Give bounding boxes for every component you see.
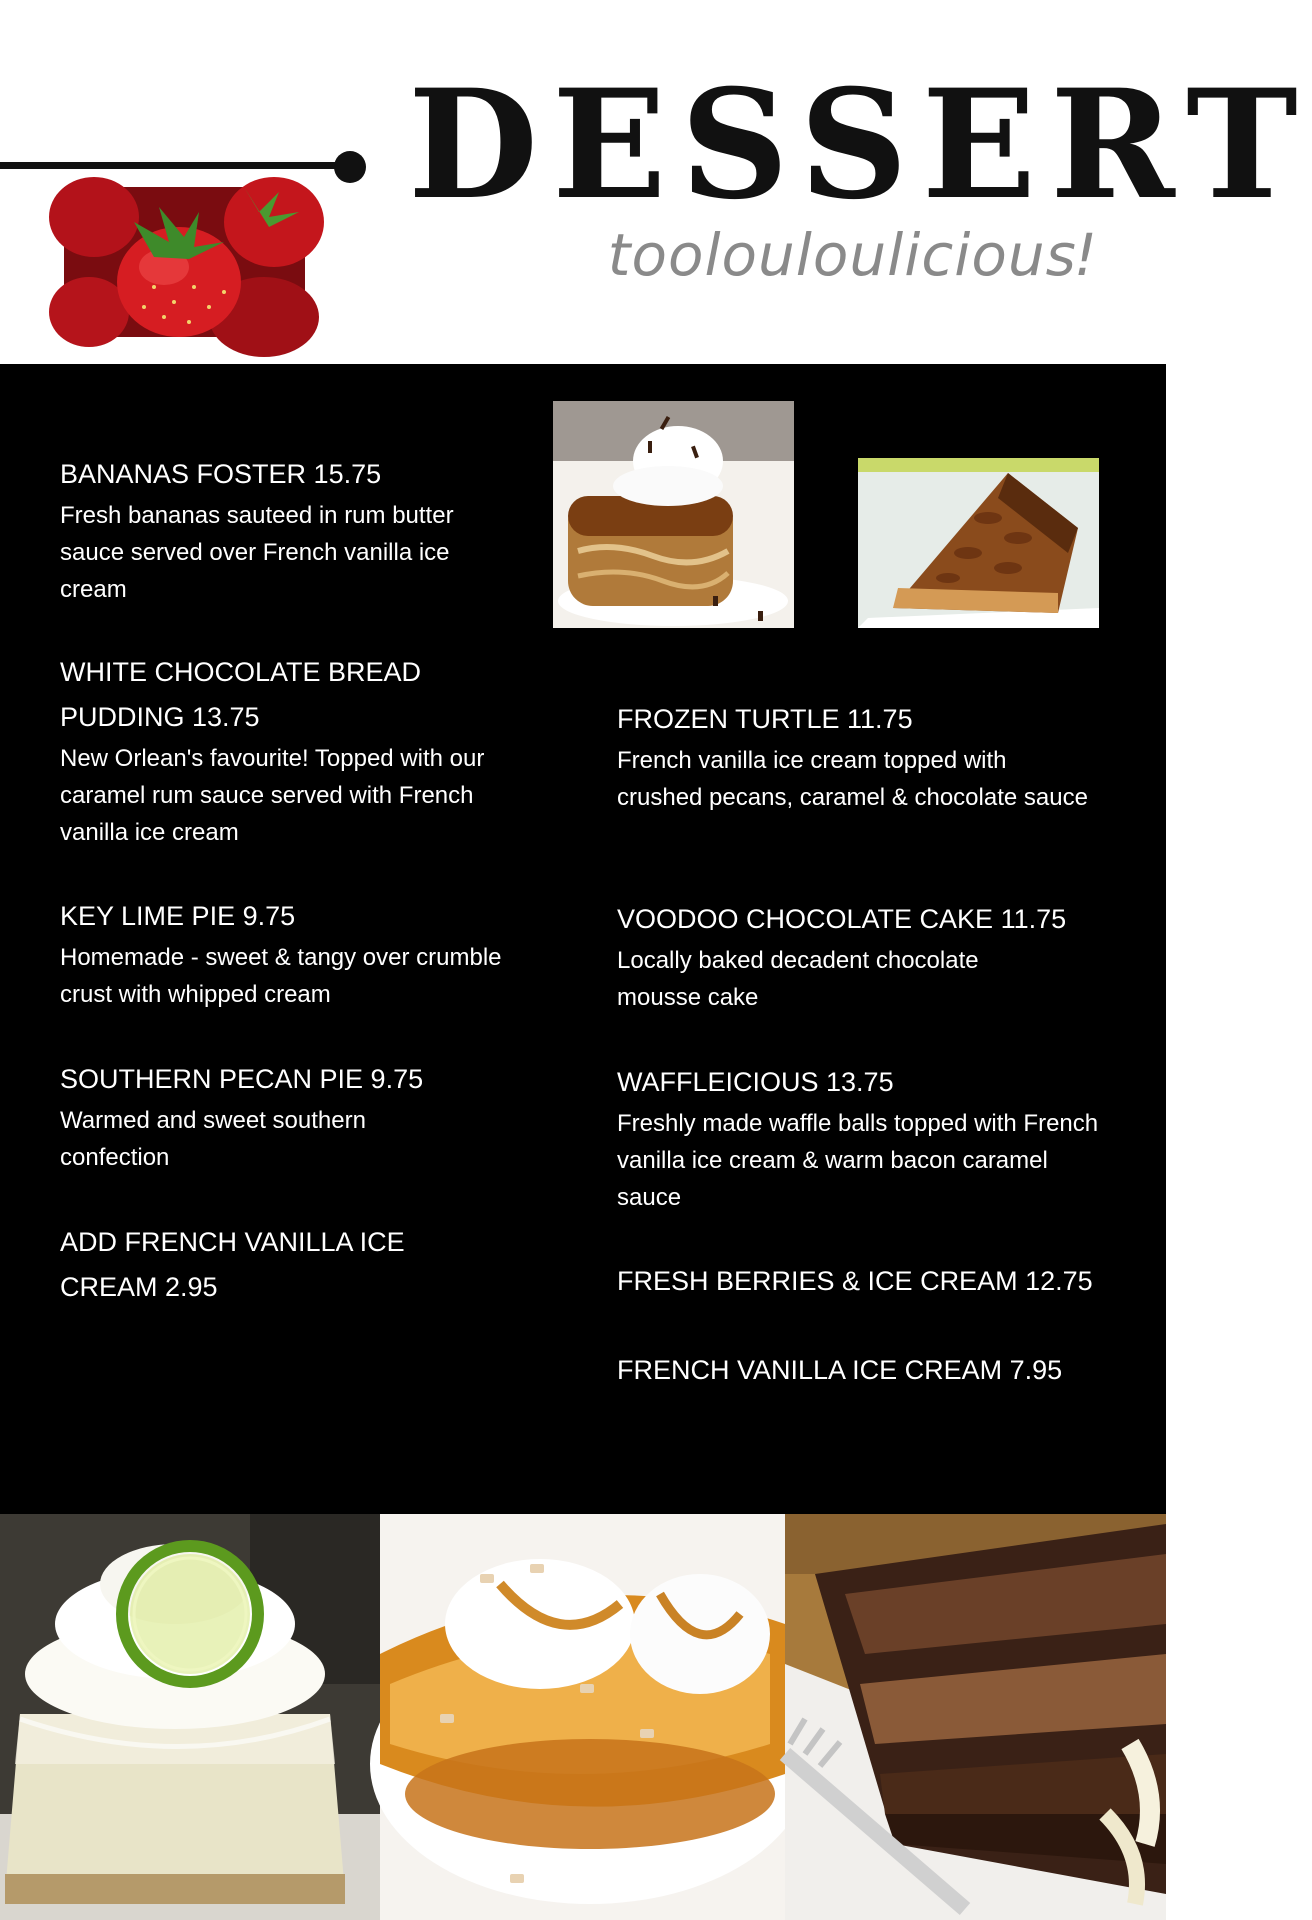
menu-item-description: Homemade - sweet & tangy over crumble crust with whipped cream <box>60 944 502 1008</box>
menu-item <box>60 1220 460 1310</box>
menu-item-name: VOODOO CHOCOLATE CAKE 11.75 <box>617 904 1067 934</box>
menu-item-description: Locally baked decadent chocolate mousse cake <box>617 947 979 1011</box>
menu-item-description: Warmed and sweet southern confection <box>60 1107 366 1171</box>
menu-item-description: New Orlean's favourite! Topped with our caramel rum sauce served with French vanilla ice cream <box>60 745 485 846</box>
menu-item-name: FRESH BERRIES & ICE CREAM 12.75 <box>617 1266 1093 1296</box>
decorative-rule-dot <box>334 151 366 183</box>
tagline: tooloulouliciousǃ <box>607 221 1095 289</box>
menu-item <box>617 1348 1117 1393</box>
strawberries-photo <box>64 187 305 337</box>
menu-item-description: Freshly made waffle balls topped with French vanilla ice cream & warm bacon caramel sauce <box>617 1110 1099 1211</box>
menu-item <box>60 894 515 1013</box>
menu-panel <box>0 364 1166 1514</box>
menu-item <box>617 1060 1117 1216</box>
menu-item <box>60 1057 515 1176</box>
menu-item <box>60 452 515 608</box>
menu-item-name: WHITE CHOCOLATE BREAD PUDDING 13.75 <box>60 657 422 732</box>
bread-pudding-photo <box>553 401 794 628</box>
menu-item-name: ADD FRENCH VANILLA ICE CREAM 2.95 <box>60 1227 405 1302</box>
menu-item-name: WAFFLEICIOUS 13.75 <box>617 1067 894 1097</box>
menu-item-name: BANANAS FOSTER 15.75 <box>60 459 382 489</box>
decorative-rule-line <box>0 162 345 169</box>
menu-item <box>60 650 485 851</box>
menu-item-name: FRENCH VANILLA ICE CREAM 7.95 <box>617 1355 1063 1385</box>
menu-item <box>617 697 1117 816</box>
menu-item-description: French vanilla ice cream topped with crushed pecans, caramel & chocolate sauce <box>617 747 1088 811</box>
menu-item <box>617 1259 1117 1304</box>
menu-item-description: Fresh bananas sauteed in rum butter sauce served over French vanilla ice cream <box>60 502 454 603</box>
menu-item-name: SOUTHERN PECAN PIE 9.75 <box>60 1064 424 1094</box>
photo-strip <box>0 1514 1166 1920</box>
bananas-foster-photo <box>380 1514 785 1920</box>
key-lime-pie-photo <box>0 1514 380 1920</box>
menu-item <box>617 897 1117 1016</box>
menu-item-name: KEY LIME PIE 9.75 <box>60 901 296 931</box>
menu-item-name: FROZEN TURTLE 11.75 <box>617 704 913 734</box>
chocolate-cake-photo <box>785 1514 1166 1920</box>
menu-header <box>0 0 1312 364</box>
pecan-pie-photo <box>858 458 1099 628</box>
page-title: DESSERT <box>408 57 1312 233</box>
